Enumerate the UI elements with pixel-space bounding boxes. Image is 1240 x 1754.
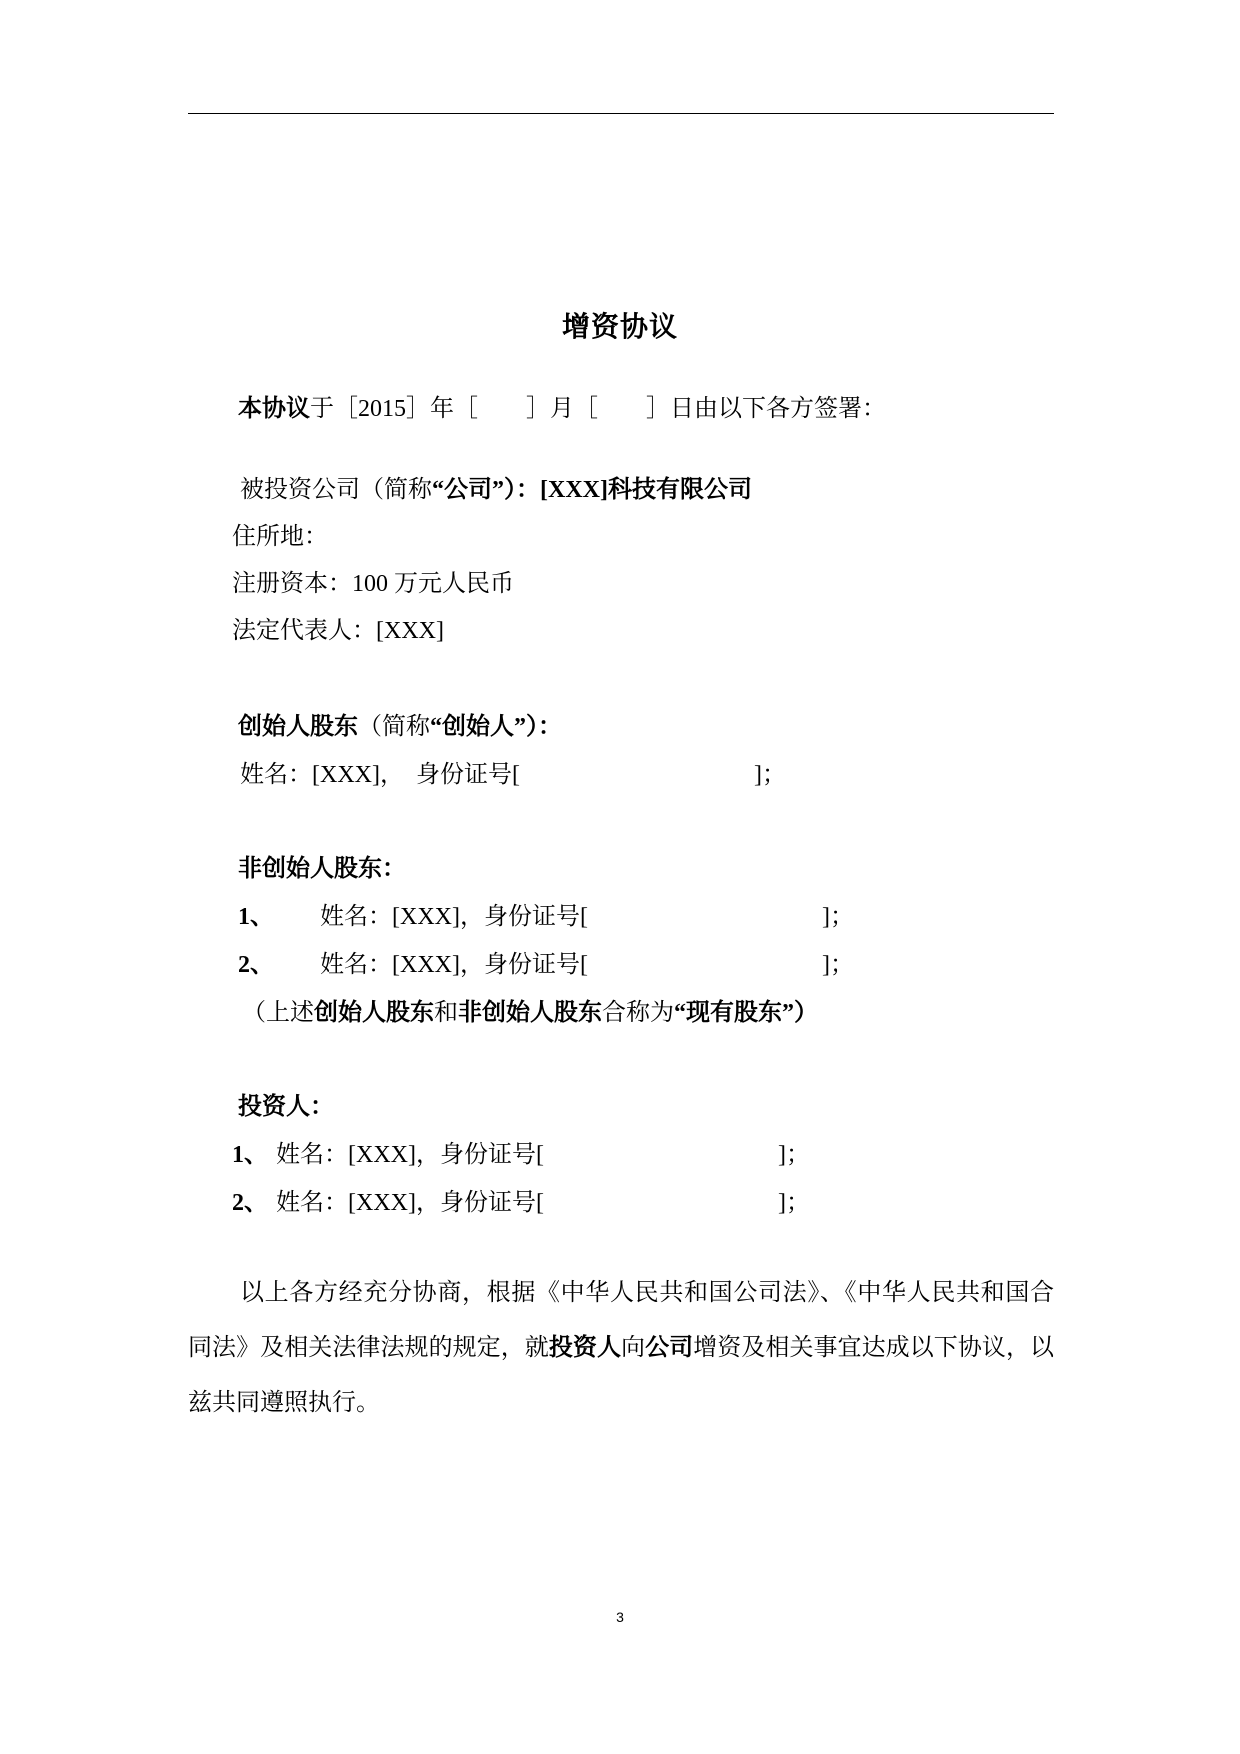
document-title: 增资协议: [561, 312, 678, 343]
founder-heading-short: “创始人”）：: [430, 714, 562, 740]
non-founder-2-num: 2、: [238, 952, 274, 978]
company-capital: 注册资本：100 万元人民币: [232, 571, 514, 597]
signing-line: [238, 392, 886, 426]
closing-paragraph: [188, 1266, 1054, 1431]
investor-1-num: 1、: [232, 1142, 268, 1168]
founder-heading-open: （简称: [358, 714, 430, 740]
note-existing: “现有股东”）: [674, 1000, 818, 1026]
note-open: （上述: [242, 1000, 314, 1026]
company-legal-rep: 法定代表人：[XXX]: [232, 618, 444, 644]
header-rule: [188, 113, 1054, 114]
founder-line: 姓名：[XXX]， 身份证号[ ]；: [240, 762, 786, 788]
closing-p2: 向: [621, 1335, 646, 1361]
note-non-founder: 非创始人股东: [458, 1000, 602, 1026]
investor-2-num: 2、: [232, 1190, 268, 1216]
founder-heading-bold: 创始人股东: [238, 714, 358, 740]
closing-p3: 增资及相关事宜达成以下协议，以兹共同遵照执行。: [188, 1335, 1055, 1416]
signing-rest: 于［2015］年［ ］月［ ］日由以下各方签署：: [310, 396, 886, 422]
note-and: 和: [434, 1000, 458, 1026]
company-line: [240, 473, 752, 507]
closing-investor: 投资人: [548, 1335, 622, 1361]
investor-1-text: 姓名：[XXX]，身份证号[ ]；: [276, 1142, 810, 1168]
company-label: 被投资公司: [240, 477, 360, 503]
note-mid: 合称为: [602, 1000, 674, 1026]
company-short-name: “公司”）：[XXX]科技有限公司: [432, 477, 752, 503]
non-founders-heading: 非创始人股东：: [238, 856, 406, 882]
investors-heading: 投资人：: [238, 1094, 334, 1120]
non-founder-1-text: 姓名：[XXX]，身份证号[ ]；: [320, 904, 854, 930]
investor-2-text: 姓名：[XXX]，身份证号[ ]；: [276, 1190, 810, 1216]
founder-heading: [238, 710, 562, 744]
closing-p1: 以上各方经充分协商，根据《中华人民共和国公司法》、《中华人民共和国合同法》及相关法律法规的规定，就: [188, 1280, 1054, 1361]
non-founder-1-num: 1、: [238, 904, 274, 930]
non-founder-2-text: 姓名：[XXX]，身份证号[ ]；: [320, 952, 854, 978]
closing-company: 公司: [645, 1335, 694, 1361]
note-founder: 创始人股东: [314, 1000, 434, 1026]
page-number: 3: [616, 1609, 624, 1625]
company-short-open: （简称: [360, 477, 432, 503]
company-address: 住所地：: [232, 524, 328, 550]
signing-bold: 本协议: [238, 396, 310, 422]
shareholders-note: [242, 996, 818, 1030]
